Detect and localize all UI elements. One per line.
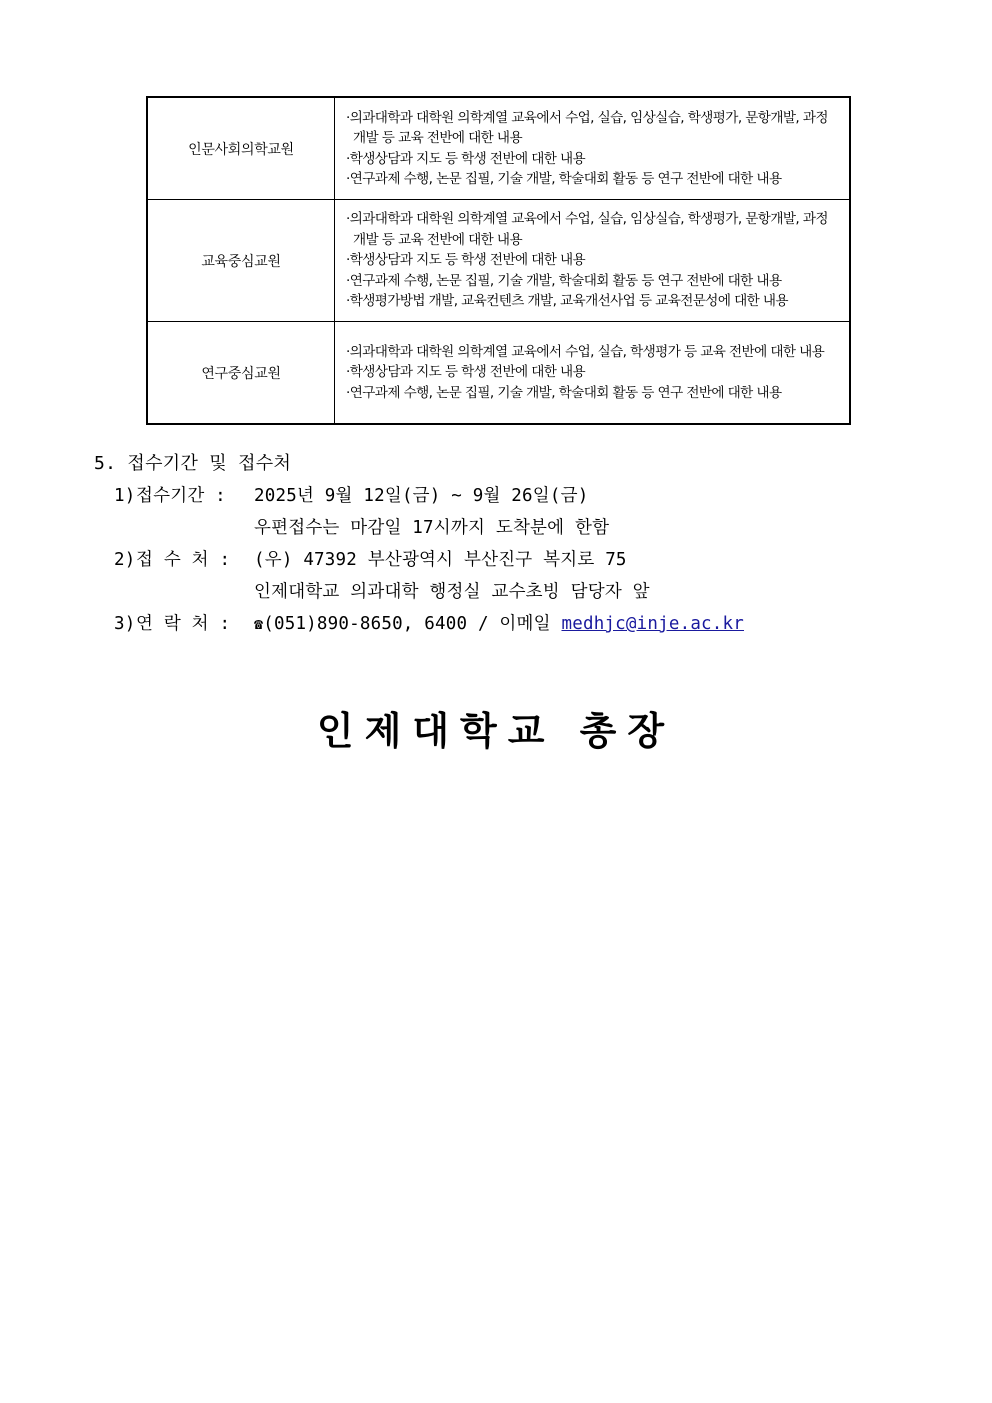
duty-description (335, 200, 851, 322)
duty-line: ·연구과제 수행, 논문 집필, 기술 개발, 학술대회 활동 등 연구 전반에 대한 내용 (346, 272, 782, 289)
contact-row (94, 608, 744, 640)
contact-email-link[interactable]: medhjc@inje.ac.kr (561, 614, 744, 634)
duty-description (335, 97, 851, 200)
address-note: 인제대학교 의과대학 행정실 교수초빙 담당자 앞 (254, 582, 650, 602)
address-value: (우) 47392 부산광역시 부산진구 복지로 75 (254, 550, 627, 570)
table-row (147, 97, 850, 200)
contact-email-prefix: / 이메일 (467, 614, 562, 634)
period-row (94, 480, 744, 512)
address-row (94, 544, 744, 576)
duty-line: ·학생상담과 지도 등 학생 전반에 대한 내용 (346, 150, 586, 167)
period-num: 1) (114, 486, 136, 506)
duty-line: ·학생평가방법 개발, 교육컨텐츠 개발, 교육개선사업 등 교육전문성에 대한 내용 (346, 293, 788, 310)
duty-line: ·학생상담과 지도 등 학생 전반에 대한 내용 (346, 252, 586, 269)
contact-label: 연 락 처 : (136, 614, 231, 634)
table-row (147, 200, 850, 322)
application-section (94, 448, 744, 640)
period-note: 우편접수는 마감일 17시까지 도착분에 한함 (254, 518, 610, 538)
duty-line: ·연구과제 수행, 논문 집필, 기술 개발, 학술대회 활동 등 연구 전반에 대한 내용 (346, 171, 782, 187)
duty-line: ·연구과제 수행, 논문 집필, 기술 개발, 학술대회 활동 등 연구 전반에 대한 내용 (346, 384, 782, 401)
phone-icon: ☎ (254, 615, 264, 633)
signature: 인제대학교 총장 (316, 708, 676, 753)
duty-line: ·의과대학과 대학원 의학계열 교육에서 수업, 실습, 임상실습, 학생평가, 문항개발, 과정개발 등 교육 전반에 대한 내용 (346, 109, 828, 146)
duty-line: ·의과대학과 대학원 의학계열 교육에서 수업, 실습, 학생평가 등 교육 전반에 대한 내용 (346, 343, 825, 360)
duty-description (335, 322, 851, 425)
duty-table (146, 96, 851, 425)
section-title: 5. 접수기간 및 접수처 (94, 453, 292, 474)
period-value: 2025년 9월 12일(금) ~ 9월 26일(금) (254, 486, 589, 506)
contact-value (254, 608, 744, 640)
duty-line: ·학생상담과 지도 등 학생 전반에 대한 내용 (346, 364, 586, 381)
contact-phone: (051)890-8650, 6400 (263, 614, 468, 634)
faculty-category: 인문사회의학교원 (147, 97, 335, 200)
address-num: 2) (114, 550, 136, 570)
contact-num: 3) (114, 614, 136, 634)
faculty-category: 교육중심교원 (147, 200, 335, 322)
address-label: 접 수 처 : (136, 550, 231, 570)
period-label: 접수기간 : (136, 486, 226, 506)
duty-line: ·의과대학과 대학원 의학계열 교육에서 수업, 실습, 임상실습, 학생평가, 문항개발, 과정개발 등 교육 전반에 대한 내용 (346, 211, 828, 248)
table-row (147, 322, 850, 425)
faculty-category: 연구중심교원 (147, 322, 335, 425)
